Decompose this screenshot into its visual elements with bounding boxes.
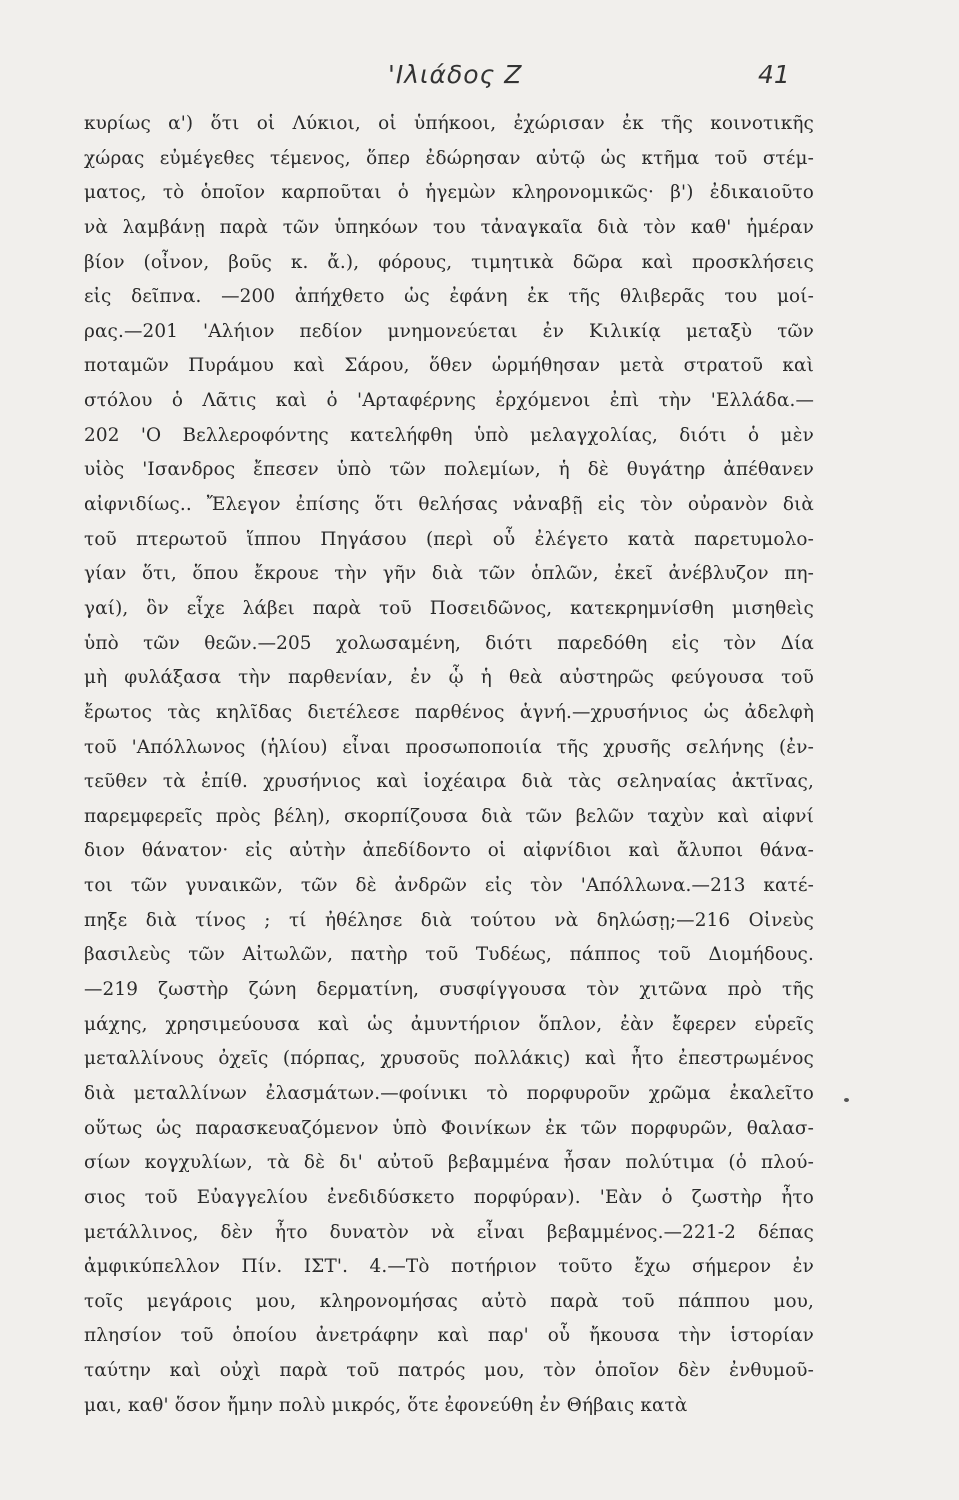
text-line: τοῦ πτερωτοῦ ἵππου Πηγάσου (περὶ οὗ ἐλέγετο κατὰ παρετυμολο- bbox=[84, 528, 814, 550]
text-line: ἔρωτος τὰς κηλῖδας διετέλεσε παρθένος ἁγνή.—χρυσήνιος ὡς ἀδελφὴ bbox=[84, 701, 814, 723]
ink-speck bbox=[844, 1098, 849, 1102]
text-line: μετάλλινος, δὲν ἦτο δυνατὸν νὰ εἶναι βεβαμμένος.—221-2 δέπας bbox=[84, 1221, 814, 1243]
text-line: οὕτως ὡς παρασκευαζόμενον ὑπὸ Φοινίκων ἐκ τῶν πορφυρῶν, θαλασ- bbox=[84, 1117, 814, 1139]
running-title: 'Ιλιάδος Ζ bbox=[388, 60, 523, 89]
text-line: τοῦ 'Απόλλωνος (ἡλίου) εἶναι προσωποποιία τῆς χρυσῆς σελήνης (ἐν- bbox=[84, 736, 814, 758]
text-line: παρεμφερεῖς πρὸς βέλη), σκορπίζουσα διὰ τῶν βελῶν ταχὺν καὶ αἰφνί bbox=[84, 805, 814, 827]
text-line: υἱὸς 'Ισανδρος ἔπεσεν ὑπὸ τῶν πολεμίων, ἡ δὲ θυγάτηρ ἀπέθανεν bbox=[84, 459, 814, 481]
text-line: βίον (οἶνον, βοῦς κ. ἄ.), φόρους, τιμητικὰ δῶρα καὶ προσκλήσεις bbox=[84, 251, 814, 273]
text-line: γίαν ὅτι, ὅπου ἔκρουε τὴν γῆν διὰ τῶν ὁπλῶν, ἐκεῖ ἀνέβλυζον πη- bbox=[84, 563, 814, 585]
commentary-text bbox=[84, 107, 814, 1423]
text-line: ρας.—201 'Αλήιον πεδίον μνημονεύεται ἐν Κιλικίᾳ μεταξὺ τῶν bbox=[84, 320, 814, 342]
text-line: μαι, καθ' ὅσον ἤμην πολὺ μικρός, ὅτε ἐφονεύθη ἐν Θήβαις κατὰ bbox=[84, 1394, 688, 1416]
text-line: χώρας εὐμέγεθες τέμενος, ὅπερ ἐδώρησαν αὐτῷ ὡς κτῆμα τοῦ στέμ- bbox=[84, 147, 814, 169]
text-line: σιος τοῦ Εὐαγγελίου ἐνεδιδύσκετο πορφύραν). 'Εὰν ὁ ζωστὴρ ἦτο bbox=[84, 1186, 814, 1208]
text-line: μάχης, χρησιμεύουσα καὶ ὡς ἀμυντήριον ὅπλον, ἐὰν ἔφερεν εὑρεῖς bbox=[84, 1013, 814, 1035]
text-line: στόλου ὁ Λᾶτις καὶ ὁ 'Αρταφέρνης ἐρχόμενοι ἐπὶ τὴν 'Ελλάδα.— bbox=[84, 390, 814, 412]
text-line: ματος, τὸ ὁποῖον καρποῦται ὁ ἡγεμὼν κληρονομικῶς· β') ἐδικαιοῦτο bbox=[84, 182, 814, 204]
text-line: ταύτην καὶ οὐχὶ παρὰ τοῦ πατρός μου, τὸν ὁποῖον δὲν ἐνθυμοῦ- bbox=[84, 1360, 814, 1382]
text-line: διον θάνατον· εἰς αὐτὴν ἀπεδίδοντο οἱ αἰφνίδιοι καὶ ἄλυποι θάνα- bbox=[84, 840, 814, 862]
text-line: νὰ λαμβάνῃ παρὰ τῶν ὑπηκόων του τἀναγκαῖα διὰ τὸν καθ' ἡμέραν bbox=[84, 216, 814, 238]
text-line: ποταμῶν Πυράμου καὶ Σάρου, ὅθεν ὡρμήθησαν μετὰ στρατοῦ καὶ bbox=[84, 355, 814, 377]
text-line: κυρίως α') ὅτι οἱ Λύκιοι, οἱ ὑπήκοοι, ἐχώρισαν ἐκ τῆς κοινοτικῆς bbox=[84, 113, 814, 134]
text-line: εἰς δεῖπνα. —200 ἀπήχθετο ὡς ἐφάνη ἐκ τῆς θλιβερᾶς του μοί- bbox=[84, 286, 814, 308]
text-line: βασιλεὺς τῶν Αἰτωλῶν, πατὴρ τοῦ Τυδέως, πάππος τοῦ Διομήδους. bbox=[84, 944, 814, 966]
text-line: γαί), ὃν εἶχε λάβει παρὰ τοῦ Ποσειδῶνος, κατεκρημνίσθη μισηθεὶς bbox=[84, 597, 814, 619]
text-line: —219 ζωστὴρ ζώνη δερματίνη, συσφίγγουσα τὸν χιτῶνα πρὸ τῆς bbox=[84, 979, 814, 1001]
text-line: ἀμφικύπελλον Πίν. ΙΣΤ'. 4.—Τὸ ποτήριον τοῦτο ἔχω σήμερον ἐν bbox=[84, 1256, 814, 1278]
text-line: πηξε διὰ τίνος ; τί ἠθέλησε διὰ τούτου νὰ δηλώσῃ;—216 Οἰνεὺς bbox=[84, 909, 814, 931]
text-line: ὑπὸ τῶν θεῶν.—205 χολωσαμένη, διότι παρεδόθη εἰς τὸν Δία bbox=[84, 632, 814, 654]
text-line: αἰφνιδίως.. Ἔλεγον ἐπίσης ὅτι θελήσας νἀναβῇ εἰς τὸν οὐρανὸν διὰ bbox=[84, 494, 814, 516]
text-line: διὰ μεταλλίνων ἐλασμάτων.—φοίνικι τὸ πορφυροῦν χρῶμα ἐκαλεῖτο bbox=[84, 1082, 814, 1104]
text-line: 202 'Ο Βελλεροφόντης κατελήφθη ὑπὸ μελαγχολίας, διότι ὁ μὲν bbox=[84, 424, 814, 446]
page-number: 41 bbox=[758, 60, 790, 89]
running-head bbox=[0, 60, 959, 100]
text-line: μὴ φυλάξασα τὴν παρθενίαν, ἐν ᾧ ἡ θεὰ αὐστηρῶς φεύγουσα τοῦ bbox=[84, 667, 814, 689]
text-line: τοι τῶν γυναικῶν, τῶν δὲ ἀνδρῶν εἰς τὸν 'Απόλλωνα.—213 κατέ- bbox=[84, 875, 814, 897]
text-line: μεταλλίνους ὀχεῖς (πόρπας, χρυσοῦς πολλάκις) καὶ ἦτο ἐπεστρωμένος bbox=[84, 1048, 814, 1070]
text-line: τεῦθεν τὰ ἐπίθ. χρυσήνιος καὶ ἰοχέαιρα διὰ τὰς σεληναίας ἀκτῖνας, bbox=[84, 771, 814, 793]
text-line: τοῖς μεγάροις μου, κληρονομήσας αὐτὸ παρὰ τοῦ πάππου μου, bbox=[84, 1290, 814, 1312]
text-line: σίων κογχυλίων, τὰ δὲ δι' αὐτοῦ βεβαμμένα ἦσαν πολύτιμα (ὁ πλού- bbox=[84, 1152, 814, 1174]
text-line: πλησίον τοῦ ὁποίου ἀνετράφην καὶ παρ' οὗ ἤκουσα τὴν ἱστορίαν bbox=[84, 1325, 814, 1347]
